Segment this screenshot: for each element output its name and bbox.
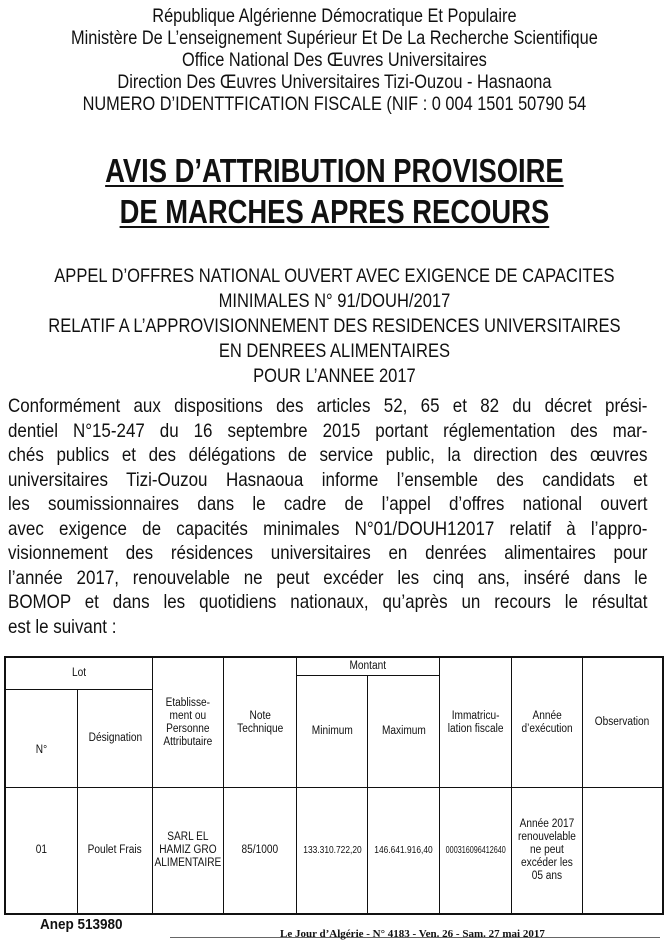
title-line-2: DE MARCHES APRES RECOURS — [119, 193, 550, 230]
col-header-designation: Désignation — [78, 690, 153, 788]
col-header-annee: Année d’exécution — [512, 658, 583, 788]
body-line: universitaires Tizi-Ouzou Hasnaoua informe l’ensemble des candidats et — [8, 468, 648, 491]
header-line-nif: NUMERO D’IDENTTFICATION FISCALE (NIF : 0 004 1501 50790 54 — [82, 94, 587, 115]
subject-line: APPEL D’OFFRES NATIONAL OUVERT AVEC EXIGENCE DE CAPACITES — [54, 266, 615, 287]
col-header-minimum: Minimum — [297, 676, 368, 788]
body-line: les soumissionnaires dans le cadre de l’appel d’offres national ouvert — [8, 493, 648, 515]
subject-line: POUR L’ANNEE 2017 — [253, 366, 416, 387]
tender-subject — [43, 264, 625, 389]
attribution-table — [4, 656, 664, 915]
cell-minimum: 133.310.722,20 — [297, 788, 368, 913]
header-line-ministry: Ministère De L’enseignement Supérieur Et De La Recherche Scientifique — [71, 28, 598, 49]
body-line: Conformément aux dispositions des articles 52, 65 et 82 du décret prési- — [8, 395, 648, 417]
anep-reference: Anep 513980 — [40, 916, 123, 933]
newspaper-footer: Le Jour d’Algérie - N° 4183 - Ven. 26 - Sam. 27 mai 2017 — [280, 928, 545, 940]
issuer-header — [47, 6, 622, 116]
cell-immatriculation: 000316096412640 — [440, 788, 512, 913]
col-header-observation: Observation — [583, 658, 662, 788]
body-line: visionnement des résidences universitaires en denrées alimentaires pour — [8, 542, 648, 564]
subject-line: MINIMALES N° 91/DOUH/2017 — [218, 291, 451, 312]
col-header-note: Note Technique — [224, 658, 297, 788]
header-line-republic: République Algérienne Démocratique Et Populaire — [152, 6, 517, 27]
body-line: l’année 2017, renouvelable ne peut excéder les cinq ans, inséré dans le — [8, 566, 648, 589]
group-header-lot: Lot — [6, 658, 153, 690]
title-line-1: AVIS D’ATTRIBUTION PROVISOIRE — [105, 152, 564, 189]
subject-line: RELATIF A L’APPROVISIONNEMENT DES RESIDENCES UNIVERSITAIRES — [48, 316, 621, 337]
col-header-num: N° — [6, 690, 78, 788]
body-paragraph — [8, 394, 647, 639]
group-header-montant: Montant — [297, 658, 440, 676]
body-line: chés publics et des délégations de service public, la direction des œuvres — [8, 444, 648, 466]
body-line: dentiel N°15-247 du 16 septembre 2015 portant réglementation des mar- — [8, 419, 648, 442]
cell-etablissement: SARL EL HAMIZ GRO ALIMENTAIRE — [153, 788, 224, 913]
col-header-immatriculation: Immatricu- lation fiscale — [440, 658, 512, 788]
subject-line: EN DENREES ALIMENTAIRES — [218, 341, 451, 362]
notice-title — [57, 150, 612, 232]
cell-maximum: 146.641.916,40 — [368, 788, 440, 913]
col-header-etablissement: Etablisse- ment ou Personne Attributaire — [153, 658, 224, 788]
col-header-maximum: Maximum — [368, 676, 440, 788]
body-line: avec exigence de capacités minimales N°01/DOUH12017 relatif à l’appro- — [8, 517, 648, 540]
header-line-office: Office National Des Œuvres Universitaires — [182, 50, 487, 71]
cell-num: 01 — [6, 788, 78, 913]
cell-note: 85/1000 — [224, 788, 297, 913]
body-line: BOMOP et dans les quotidiens nationaux, qu’après un recours le résultat — [8, 591, 648, 613]
body-line: est le suivant : — [8, 615, 117, 638]
cell-observation — [583, 788, 662, 913]
header-line-direction: Direction Des Œuvres Universitaires Tizi-Ouzou - Hasnaona — [117, 72, 552, 93]
cell-annee: Année 2017 renouvelable ne peut excéder les 05 ans — [512, 788, 583, 913]
cell-designation: Poulet Frais — [78, 788, 153, 913]
